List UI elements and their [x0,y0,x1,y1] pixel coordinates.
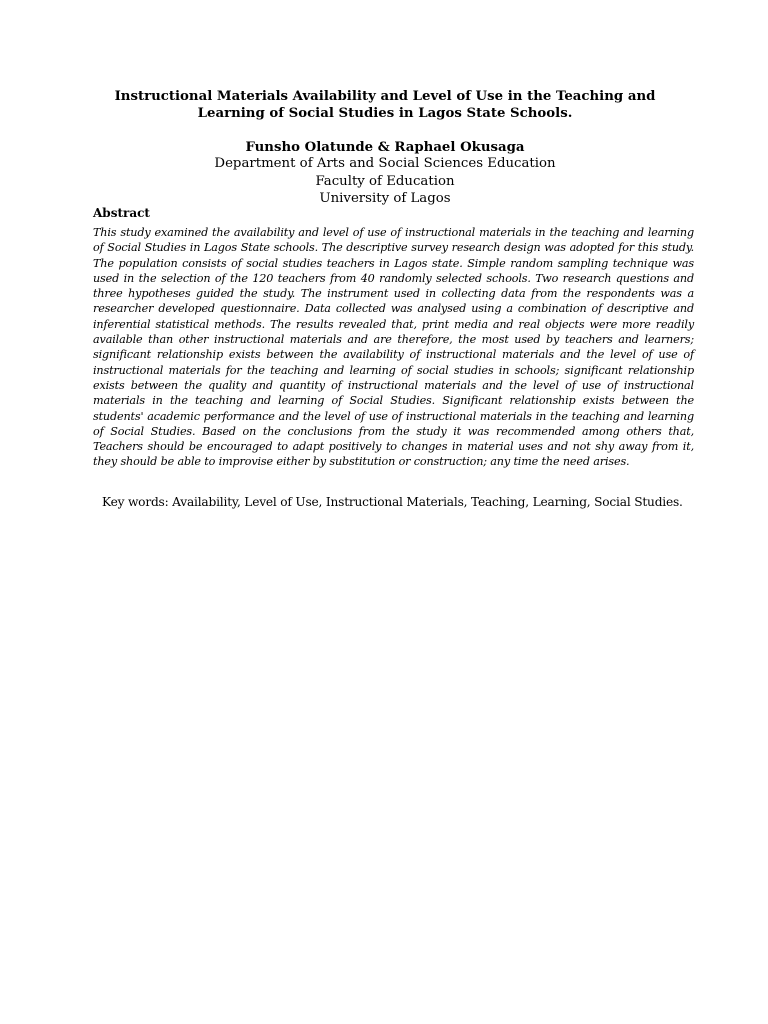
abstract-text: This study examined the availability and level of use of instructional materials in the teaching and learning of Social Studies in Lagos State schools. The descriptive survey research design was adopted for this study. The population consists of social studies teachers in Lagos state. Simple random sampling technique was used in the selection of the 120 teachers from 40 randomly selected schools. Two research questions and three hypotheses guided the study. The instrument used in collecting data from the respondents was a researcher developed questionnaire. Data collected was analysed using a combination of descriptive and inferential statistical methods. The results revealed that, print media and real objects were more readily available than other instructional materials and are therefore, the most used by teachers and learners; significant relationship exists between the availability of instructional materials and the level of use of instructional materials for the teaching and learning of social studies in schools; significant relationship exists between the quality and quantity of instructional materials and the level of use of instructional materials in the teaching and learning of Social Studies. Significant relationship exists between the students' academic performance and the level of use of instructional materials in the teaching and learning of Social Studies. Based on the conclusions from the study it was recommended among others that, Teachers should be encouraged to adapt positively to changes in material uses and not shy away from it, they should be able to improvise either by substitution or construction; any time the need arises. [93,226,694,469]
affiliation-university: University of Lagos [319,191,451,206]
paper-authors: Funsho Olatunde & Raphael Okusaga [245,140,525,155]
affiliation-faculty: Faculty of Education [315,174,455,189]
keywords-line: Key words: Availability, Level of Use, Instructional Materials, Teaching, Learning, Social Studies. [102,495,683,509]
abstract-heading: Abstract [93,206,150,220]
affiliation-department: Department of Arts and Social Sciences Education [214,156,556,171]
paper-title: Instructional Materials Availability and Level of Use in the Teaching and Learning of Social Studies in Lagos State Schools. [114,89,656,121]
